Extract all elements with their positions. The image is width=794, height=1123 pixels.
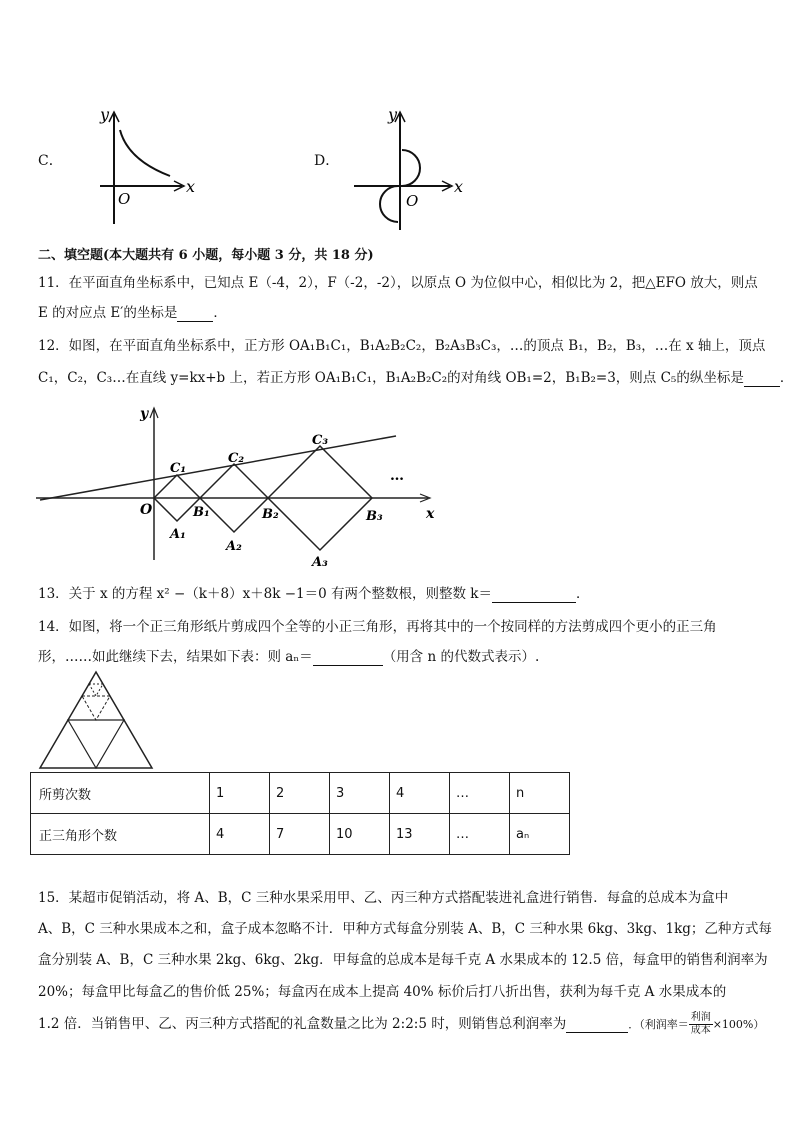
table-cell: 13 [390, 814, 450, 855]
d-x-label: x [454, 177, 464, 196]
q14-line2-text: 形，……如此继续下去，结果如下表：则 aₙ＝ [38, 649, 313, 665]
q15-line1: 15．某超市促销活动，将 A、B，C 三种水果采用甲、乙、丙三种方式搭配装进礼盒进行销售．每盒的总成本为盒中 [38, 890, 729, 906]
q14-line2 [38, 645, 539, 666]
tiny-triangle [89, 684, 103, 696]
q11-answer-blank[interactable] [177, 305, 213, 322]
table-cell: 2 [270, 773, 330, 814]
mid-triangle [68, 720, 124, 768]
table-cell: … [450, 814, 510, 855]
fig12-b2-label: B₂ [262, 507, 279, 522]
q13-answer-blank[interactable] [492, 586, 576, 603]
q11-line2-text: E 的对应点 E′的坐标是 [38, 305, 178, 321]
fig12-y-label: y [140, 406, 149, 422]
q15-formula-post: ×100%） [712, 1018, 765, 1031]
table-row [31, 773, 570, 814]
c-origin-label: O [118, 190, 131, 208]
fig12-a2-label: A₂ [226, 539, 242, 554]
q15-fraction [689, 1012, 713, 1037]
fig12-a1-label: A₁ [170, 527, 186, 542]
q15-formula-pre: ．（利润率＝ [628, 1018, 689, 1031]
d-origin-label: O [406, 192, 419, 210]
fig12-c2-label: C₂ [228, 451, 245, 466]
c-y-label: y [100, 105, 110, 124]
table-cell: 4 [210, 814, 270, 855]
table-cell: 10 [330, 814, 390, 855]
q15-line4: 20%；每盒甲比每盒乙的售价低 25%；每盒丙在成本上提高 40% 标价后打八折出售，获利为每千克 A 水果成本的 [38, 984, 727, 1000]
fig12-b3-label: B₃ [366, 509, 383, 524]
q13-line [38, 582, 590, 603]
q12-line1: 12．如图，在平面直角坐标系中，正方形 OA₁B₁C₁，B₁A₂B₂C₂，B₂A₃B₃C₃，…的顶点 B₁，B₂，B₃，…在 x 轴上，顶点 [38, 338, 766, 354]
q12-line2-text: C₁，C₂，C₃…在直线 y=kx+b 上，若正方形 OA₁B₁C₁，B₁A₂B₂C₂的对角线 OB₁=2，B₁B₂=3，则点 C₅的纵坐标是 [38, 370, 744, 386]
q11-line2-end: ． [213, 305, 227, 321]
q12-line2-end: ． [779, 370, 794, 386]
table-cell: 7 [270, 814, 330, 855]
q13-text: 13．关于 x 的方程 x² −（k＋8）x＋8k −1＝0 有两个整数根，则整数 k＝ [38, 586, 492, 602]
q15-line5-text: 1.2 倍．当销售甲、乙、丙三种方式搭配的礼盒数量之比为 2:2:5 时，则销售总利润率为 [38, 1016, 567, 1032]
table-cell: 所剪次数 [31, 773, 210, 814]
c-curve [120, 130, 170, 176]
option-c-graph [92, 100, 202, 232]
fig12-c1-label: C₁ [170, 461, 187, 476]
q15-line3: 盒分别装 A、B，C 三种水果 2kg、6kg、2kg．甲每盒的总成本是每千克 A 水果成本的 12.5 倍，每盒甲的销售利润率为 [38, 952, 768, 968]
q14-line1: 14．如图，将一个正三角形纸片剪成四个全等的小正三角形，再将其中的一个按同样的方法剪成四个更小的正三角 [38, 619, 717, 635]
table-cell: 正三角形个数 [31, 814, 210, 855]
q11-line2 [38, 301, 227, 322]
q15-frac-denominator: 成本 [690, 1025, 711, 1036]
q14-table [30, 772, 570, 855]
fig12-ellipsis: … [390, 468, 404, 484]
q15-line2: A、B，C 三种水果成本之和，盒子成本忽略不计．甲种方式每盒分别装 A、B，C 三种水果 6kg、3kg、1kg；乙种方式每 [38, 921, 772, 937]
fig12-o-label: O [140, 502, 153, 518]
option-d-graph [350, 100, 470, 234]
option-d-label: D． [314, 153, 340, 169]
table-cell: aₙ [510, 814, 570, 855]
table-cell: 3 [330, 773, 390, 814]
fig12-b1-label: B₁ [193, 505, 210, 520]
section-title: 二、填空题(本大题共有 6 小题，每小题 3 分，共 18 分) [38, 248, 374, 263]
d-y-label: y [388, 105, 398, 124]
table-cell: n [510, 773, 570, 814]
d-lower-arc [380, 186, 398, 222]
fig12-x-label: x [426, 506, 435, 522]
q15-frac-numerator: 利润 [690, 1012, 711, 1023]
q15-answer-blank[interactable] [566, 1016, 628, 1033]
option-c-label: C． [38, 153, 63, 169]
table-row [31, 814, 570, 855]
small-triangle [82, 696, 110, 720]
q11-line1: 11．在平面直角坐标系中，已知点 E（-4，2），F（-2，-2），以原点 O 为位似中心，相似比为 2，把△EFO 放大，则点 [38, 275, 758, 291]
table-cell: 1 [210, 773, 270, 814]
fig12-c3-label: C₃ [312, 433, 329, 448]
q14-triangle-figure [36, 668, 160, 772]
table-cell: 4 [390, 773, 450, 814]
q14-line2-end: （用含 n 的代数式表示）. [382, 649, 540, 665]
q15-line5 [38, 1012, 764, 1037]
q13-end: ． [576, 586, 590, 602]
q14-answer-blank[interactable] [313, 649, 383, 666]
fig12-a3-label: A₃ [312, 555, 328, 570]
q12-answer-blank[interactable] [744, 370, 780, 387]
q12-figure [36, 400, 456, 572]
table-cell: … [450, 773, 510, 814]
c-x-label: x [186, 177, 196, 196]
d-upper-arc [402, 150, 420, 186]
q12-line2 [38, 366, 793, 387]
